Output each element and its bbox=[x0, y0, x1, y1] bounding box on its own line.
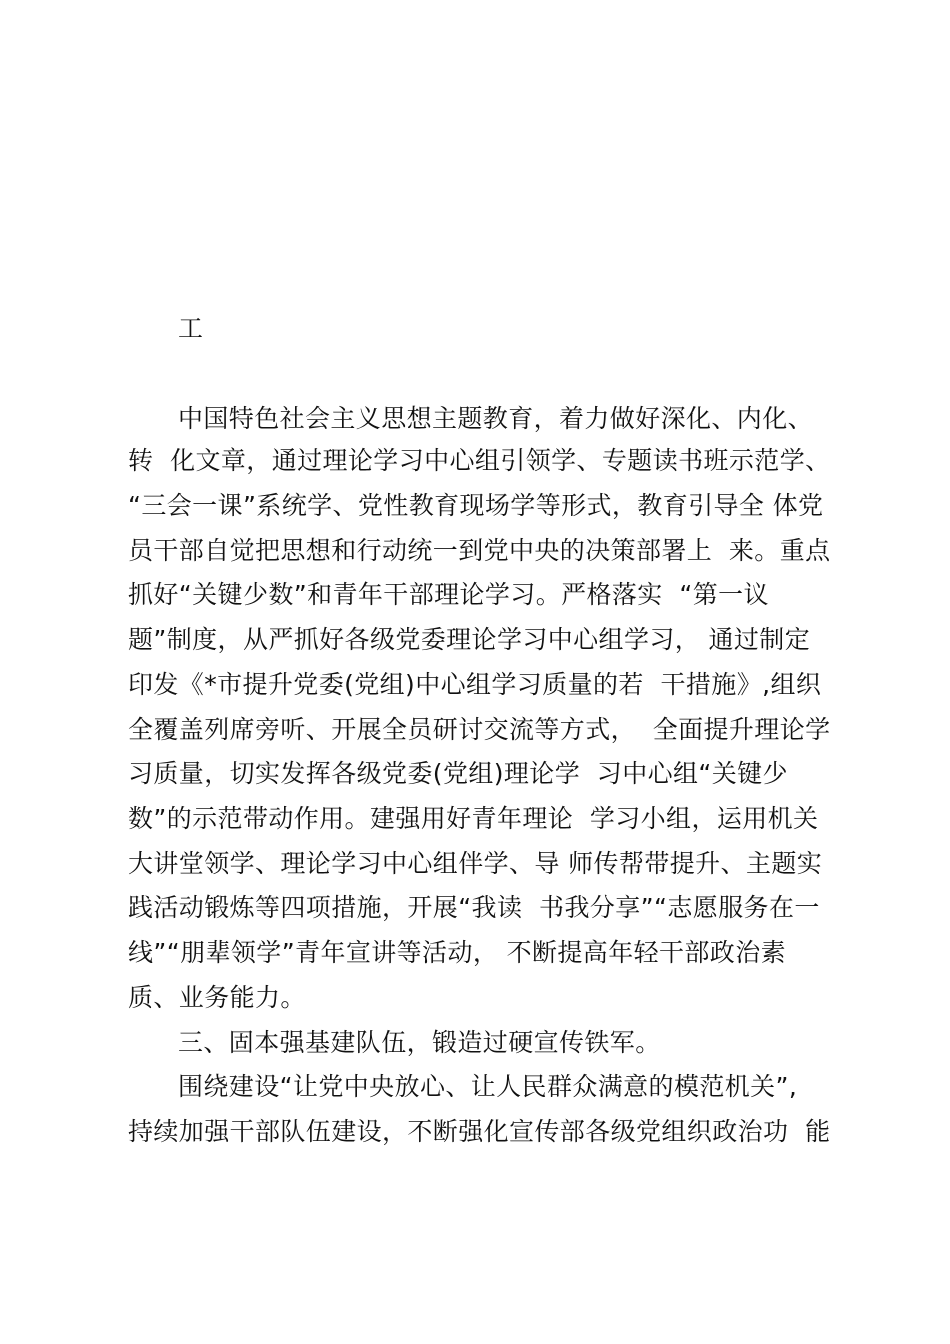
text-line-14: 线”“朋辈领学”青年宣讲等活动， 不断提高年轻干部政治素 bbox=[128, 938, 787, 967]
text-line-10: 习质量，切实发挥各级党委(党组)理论学 习中心组“关键少 bbox=[128, 759, 788, 788]
text-line-6: 抓好“关键少数”和青年干部理论学习。严格落实 “第一议 bbox=[128, 580, 769, 609]
text-line-4: “三会一课”系统学、党性教育现场学等形式，教育引导全 体党 bbox=[128, 491, 824, 520]
text-line-17: 围绕建设“让党中央放心、让人民群众满意的模范机关”, bbox=[178, 1072, 798, 1101]
text-line-1: 工 bbox=[178, 314, 204, 343]
text-line-8: 印发《*市提升党委(党组)中心组学习质量的若 干措施》,组织 bbox=[128, 670, 822, 699]
text-line-11: 数”的示范带动作用。建强用好青年理论 学习小组，运用机关 bbox=[128, 804, 819, 833]
text-line-13: 践活动锻炼等四项措施，开展“我读 书我分享”“志愿服务在一 bbox=[128, 893, 820, 922]
section-heading: 三、固本强基建队伍，锻造过硬宣传铁军。 bbox=[178, 1028, 661, 1057]
text-line-9: 全覆盖列席旁听、开展全员研讨交流等方式， 全面提升理论学 bbox=[128, 715, 831, 744]
text-line-2: 中国特色社会主义思想主题教育，着力做好深化、内化、 bbox=[178, 404, 814, 433]
text-line-7: 题”制度，从严抓好各级党委理论学习中心组学习， 通过制定 bbox=[128, 625, 811, 654]
text-line-3: 转 化文章，通过理论学习中心组引领学、专题读书班示范学、 bbox=[128, 446, 831, 475]
text-line-15: 质、业务能力。 bbox=[128, 983, 306, 1012]
text-line-12: 大讲堂领学、理论学习中心组伴学、导 师传帮带提升、主题实 bbox=[128, 849, 823, 878]
text-line-18: 持续加强干部队伍建设，不断强化宣传部各级党组织政治功 能 bbox=[128, 1117, 831, 1146]
text-line-5: 员干部自觉把思想和行动统一到党中央的决策部署上 来。重点 bbox=[128, 536, 831, 565]
